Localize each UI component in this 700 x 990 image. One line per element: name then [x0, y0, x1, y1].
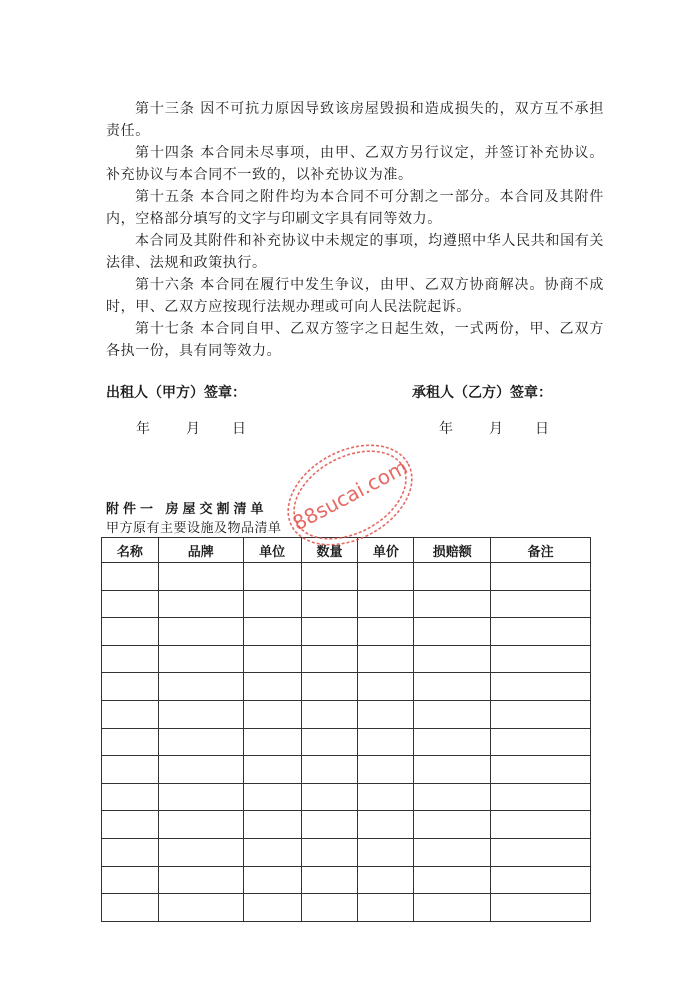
table-cell	[102, 866, 159, 894]
table-cell	[243, 673, 301, 701]
table-row	[102, 673, 591, 701]
column-header-unit: 单位	[243, 538, 301, 563]
handover-inventory-table	[101, 537, 591, 922]
table-cell	[414, 866, 491, 894]
clause-15: 第十五条 本合同之附件均为本合同不可分割之一部分。本合同及其附件内，空格部分填写的文字与印刷文字具有同等效力。	[106, 189, 604, 227]
signature-row	[106, 382, 576, 402]
table-row	[102, 728, 591, 756]
table-cell	[491, 563, 591, 591]
table-cell	[491, 756, 591, 784]
clause-17: 第十七条 本合同自甲、乙双方签字之日起生效，一式两份，甲、乙双方各执一份，具有同等效力。	[106, 321, 604, 359]
table-cell	[301, 590, 358, 618]
table-cell	[358, 811, 414, 839]
landlord-signature-label: 出租人（甲方）签章：	[106, 385, 246, 401]
table-cell	[414, 811, 491, 839]
column-header-quantity: 数量	[301, 538, 358, 563]
table-row	[102, 590, 591, 618]
clause-14: 第十四条 本合同未尽事项，由甲、乙双方另行议定，并签订补充协议。补充协议与本合同不一致的，以补充协议为准。	[106, 145, 604, 183]
table-row	[102, 645, 591, 673]
table-cell	[243, 563, 301, 591]
table-cell	[414, 590, 491, 618]
table-cell	[102, 838, 159, 866]
table-cell	[414, 728, 491, 756]
table-cell	[243, 783, 301, 811]
table-cell	[358, 894, 414, 922]
table-cell	[158, 563, 243, 591]
table-cell	[414, 563, 491, 591]
table-cell	[158, 838, 243, 866]
table-cell	[158, 756, 243, 784]
table-cell	[414, 618, 491, 646]
column-header-damages: 损赔额	[414, 538, 491, 563]
table-cell	[243, 866, 301, 894]
table-cell	[358, 783, 414, 811]
annex-title: 附件一 房屋交割清单	[106, 502, 268, 517]
column-header-unit-price: 单价	[358, 538, 414, 563]
landlord-date	[136, 418, 246, 438]
table-cell	[102, 618, 159, 646]
table-cell	[243, 811, 301, 839]
table-cell	[491, 783, 591, 811]
month-label: 月	[186, 421, 200, 437]
table-cell	[243, 894, 301, 922]
table-cell	[358, 838, 414, 866]
table-cell	[158, 894, 243, 922]
table-cell	[301, 783, 358, 811]
tenant-signature-label: 承租人（乙方）签章：	[412, 385, 552, 401]
table-cell	[243, 700, 301, 728]
table-header-row	[102, 538, 591, 563]
column-header-remarks: 备注	[491, 538, 591, 563]
clause-supplementary: 本合同及其附件和补充协议中未规定的事项，均遵照中华人民共和国有关法律、法规和政策执行。	[106, 233, 604, 271]
table-cell	[102, 756, 159, 784]
table-body	[102, 563, 591, 922]
table-cell	[301, 728, 358, 756]
table-cell	[158, 590, 243, 618]
table-cell	[491, 894, 591, 922]
watermark-text: 88sucai.com	[288, 454, 412, 536]
table-cell	[102, 590, 159, 618]
table-cell	[414, 838, 491, 866]
table-cell	[102, 811, 159, 839]
table-cell	[243, 590, 301, 618]
table-cell	[158, 673, 243, 701]
table-row	[102, 894, 591, 922]
table-cell	[102, 563, 159, 591]
table-cell	[301, 866, 358, 894]
table-cell	[358, 756, 414, 784]
table-cell	[358, 590, 414, 618]
contract-clauses	[106, 98, 604, 362]
table-cell	[414, 894, 491, 922]
table-row	[102, 866, 591, 894]
table-cell	[358, 866, 414, 894]
table-cell	[102, 673, 159, 701]
table-cell	[102, 700, 159, 728]
table-row	[102, 756, 591, 784]
table-cell	[491, 866, 591, 894]
table-cell	[301, 838, 358, 866]
table-cell	[301, 618, 358, 646]
table-cell	[158, 866, 243, 894]
table-cell	[491, 645, 591, 673]
table-cell	[158, 700, 243, 728]
table-row	[102, 783, 591, 811]
table-cell	[158, 618, 243, 646]
table-cell	[301, 756, 358, 784]
table-cell	[301, 645, 358, 673]
table-cell	[301, 894, 358, 922]
table-cell	[301, 700, 358, 728]
table-cell	[358, 645, 414, 673]
year-label: 年	[136, 421, 150, 437]
table-cell	[358, 728, 414, 756]
table-cell	[358, 563, 414, 591]
table-cell	[158, 645, 243, 673]
table-cell	[158, 728, 243, 756]
table-row	[102, 563, 591, 591]
table-cell	[243, 618, 301, 646]
table-cell	[491, 618, 591, 646]
table-cell	[491, 673, 591, 701]
table-cell	[414, 756, 491, 784]
table-cell	[358, 618, 414, 646]
table-cell	[243, 756, 301, 784]
table-cell	[491, 728, 591, 756]
day-label: 日	[535, 421, 549, 437]
table-row	[102, 700, 591, 728]
table-cell	[358, 700, 414, 728]
column-header-brand: 品牌	[158, 538, 243, 563]
table-cell	[414, 645, 491, 673]
tenant-date	[439, 418, 549, 438]
table-cell	[414, 700, 491, 728]
table-cell	[102, 894, 159, 922]
clause-13: 第十三条 因不可抗力原因导致该房屋毁损和造成损失的，双方互不承担责任。	[106, 101, 604, 139]
table-cell	[158, 783, 243, 811]
table-cell	[243, 838, 301, 866]
month-label: 月	[489, 421, 503, 437]
clause-16: 第十六条 本合同在履行中发生争议，由甲、乙双方协商解决。协商不成时，甲、乙双方应按现行法规办理或可向人民法院起诉。	[106, 277, 604, 315]
table-cell	[301, 563, 358, 591]
table-cell	[414, 783, 491, 811]
day-label: 日	[232, 421, 246, 437]
table-cell	[301, 811, 358, 839]
column-header-name: 名称	[102, 538, 159, 563]
table-cell	[358, 673, 414, 701]
annex-subtitle: 甲方原有主要设施及物品清单	[106, 521, 282, 536]
table-row	[102, 811, 591, 839]
table-cell	[102, 645, 159, 673]
table-cell	[243, 728, 301, 756]
year-label: 年	[439, 421, 453, 437]
table-cell	[414, 673, 491, 701]
table-row	[102, 838, 591, 866]
table-cell	[243, 645, 301, 673]
table-cell	[102, 783, 159, 811]
table-row	[102, 618, 591, 646]
table-cell	[301, 673, 358, 701]
table-cell	[102, 728, 159, 756]
table-cell	[491, 838, 591, 866]
table-cell	[491, 590, 591, 618]
table-cell	[158, 811, 243, 839]
table-cell	[491, 700, 591, 728]
table-cell	[491, 811, 591, 839]
